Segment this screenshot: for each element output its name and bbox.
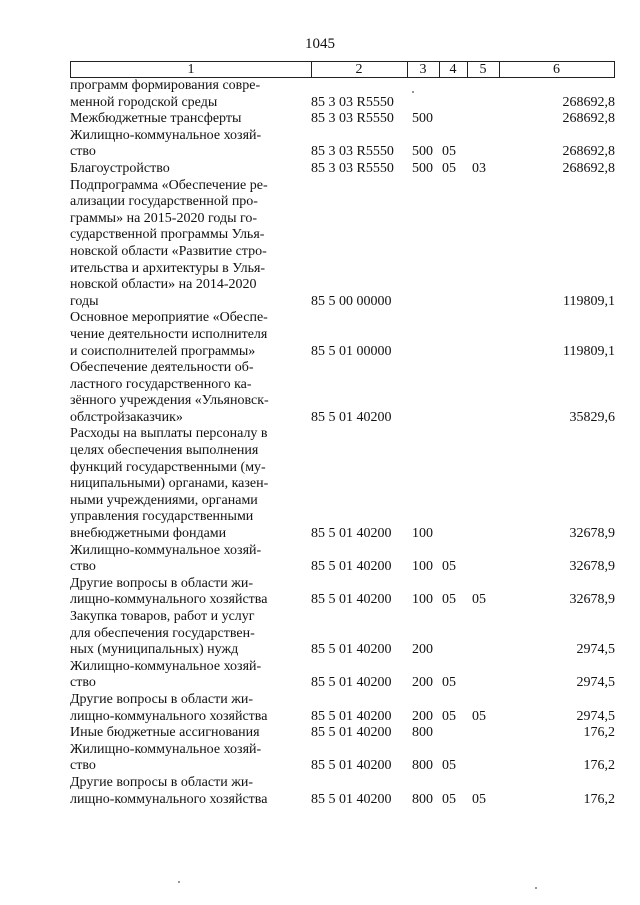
description-line: Благоустройство (70, 160, 170, 176)
description-line: зённого учреждения «Ульяновск- (70, 393, 269, 409)
table-row (70, 128, 615, 161)
description-line: Обеспечение деятельности об- (70, 360, 254, 376)
scan-speck (178, 881, 180, 883)
description-line: функций государственными (му- (70, 459, 266, 475)
description-line: Другие вопросы в области жи- (70, 774, 254, 790)
row-section: 05 (442, 144, 456, 160)
row-expense-type: 100 (412, 592, 433, 608)
row-amount: 2974,5 (576, 675, 615, 691)
row-amount: 32678,9 (569, 559, 615, 575)
row-subsection: 05 (472, 791, 486, 807)
row-expense-type: 800 (412, 725, 433, 741)
row-expense-type: 500 (412, 111, 433, 127)
header-col-6: 6 (553, 62, 560, 77)
row-expense-type: 200 (412, 708, 433, 724)
description-line: Жилищно-коммунальное хозяй- (70, 127, 262, 143)
row-description (70, 659, 294, 692)
row-amount: 119809,1 (563, 293, 615, 309)
description-line: Жилищно-коммунальное хозяй- (70, 658, 262, 674)
description-line: Межбюджетные трансферты (70, 111, 242, 127)
row-section: 05 (442, 160, 456, 176)
row-code: 85 3 03 R5550 (311, 94, 394, 110)
description-line: ительства и архитектуры в Улья- (70, 260, 266, 276)
table-row (70, 178, 615, 311)
row-code: 85 5 01 40200 (311, 708, 392, 724)
row-code: 85 5 01 40200 (311, 409, 392, 425)
description-line: управления государственными (70, 509, 254, 525)
row-description (70, 426, 294, 542)
row-description (70, 742, 294, 775)
description-line: новской области «Развитие стро- (70, 243, 267, 259)
description-line: целях обеспечения выполнения (70, 443, 259, 459)
description-line: ными учреждениями, органами (70, 492, 258, 508)
row-section: 05 (442, 791, 456, 807)
table-row (70, 692, 615, 725)
row-code: 85 5 01 40200 (311, 758, 392, 774)
row-section: 05 (442, 675, 456, 691)
description-line: граммы» на 2015-2020 годы го- (70, 210, 258, 226)
row-description (70, 775, 294, 808)
description-line: Закупка товаров, работ и услуг (70, 609, 255, 624)
row-expense-type: 100 (412, 526, 433, 542)
description-line: ластного государственного ка- (70, 376, 252, 392)
row-expense-type: 800 (412, 791, 433, 807)
table-row (70, 310, 615, 360)
row-amount: 32678,9 (569, 592, 615, 608)
row-amount: 32678,9 (569, 526, 615, 542)
budget-table (70, 78, 615, 808)
description-line: ство (70, 144, 96, 160)
description-line: годы (70, 293, 99, 309)
description-line: Другие вопросы в области жи- (70, 691, 254, 707)
row-amount: 268692,8 (562, 94, 615, 110)
description-line: Подпрограмма «Обеспечение ре- (70, 177, 268, 193)
row-amount: 268692,8 (562, 144, 615, 160)
table-row (70, 543, 615, 576)
page-number: 1045 (305, 36, 335, 52)
row-code: 85 3 03 R5550 (311, 144, 394, 160)
scan-speck (535, 887, 537, 889)
description-line: ных (муниципальных) нужд (70, 642, 239, 658)
row-description (70, 128, 294, 161)
description-line: и соисполнителей программы» (70, 343, 256, 359)
row-amount: 119809,1 (563, 343, 615, 359)
description-line: ство (70, 675, 96, 691)
row-expense-type: 100 (412, 559, 433, 575)
row-expense-type: 500 (412, 160, 433, 176)
header-col-4: 4 (449, 62, 457, 77)
row-code: 85 3 03 R5550 (311, 160, 394, 176)
row-amount: 176,2 (583, 758, 615, 774)
row-code: 85 5 01 40200 (311, 642, 392, 658)
row-section: 05 (442, 758, 456, 774)
table-row (70, 78, 615, 111)
row-code: 85 5 01 00000 (311, 343, 392, 359)
row-description (70, 609, 294, 659)
table-row (70, 576, 615, 609)
row-subsection: 05 (472, 592, 486, 608)
table-row (70, 725, 615, 742)
row-expense-type: 200 (412, 642, 433, 658)
row-description (70, 78, 294, 111)
description-line: внебюджетными фондами (70, 526, 227, 542)
row-description (70, 576, 294, 609)
row-description (70, 178, 294, 311)
row-code: 85 5 01 40200 (311, 592, 392, 608)
row-subsection: 03 (472, 160, 486, 176)
row-code: 85 3 03 R5550 (311, 111, 394, 127)
row-code: 85 5 00 00000 (311, 293, 392, 309)
description-line: Основное мероприятие «Обеспе- (70, 310, 268, 326)
row-code: 85 5 01 40200 (311, 675, 392, 691)
table-row (70, 111, 615, 128)
description-line: ство (70, 559, 96, 575)
table-row (70, 360, 615, 426)
row-code: 85 5 01 40200 (311, 791, 392, 807)
description-line: менной городской среды (70, 94, 218, 110)
row-description (70, 310, 294, 360)
description-line: для обеспечения государствен- (70, 625, 255, 641)
description-line: Расходы на выплаты персоналу в (70, 426, 268, 442)
description-line: сударственной программы Улья- (70, 227, 265, 243)
row-code: 85 5 01 40200 (311, 559, 392, 575)
description-line: Жилищно-коммунальное хозяй- (70, 542, 262, 558)
description-line: лищно-коммунального хозяйства (70, 708, 268, 724)
description-line: облстройзаказчик» (70, 409, 183, 425)
table-row (70, 426, 615, 542)
table-row (70, 742, 615, 775)
description-line: программ формирования совре- (70, 78, 261, 93)
header-col-2: 2 (355, 62, 363, 77)
row-amount: 35829,6 (569, 409, 615, 425)
row-description (70, 725, 294, 742)
table-row (70, 609, 615, 659)
row-code: 85 5 01 40200 (311, 526, 392, 542)
description-line: Другие вопросы в области жи- (70, 575, 254, 591)
row-section: 05 (442, 708, 456, 724)
table-row (70, 659, 615, 692)
row-expense-type: 800 (412, 758, 433, 774)
table-row (70, 775, 615, 808)
row-subsection: 05 (472, 708, 486, 724)
description-line: лищно-коммунального хозяйства (70, 791, 268, 807)
row-amount: 2974,5 (576, 708, 615, 724)
table-header (70, 61, 615, 78)
row-description (70, 543, 294, 576)
table-row (70, 161, 615, 178)
row-description (70, 360, 294, 426)
header-col-3: 3 (419, 62, 427, 77)
row-description (70, 161, 294, 178)
row-amount: 2974,5 (576, 642, 615, 658)
description-line: Иные бюджетные ассигнования (70, 725, 260, 741)
row-description (70, 111, 294, 128)
row-amount: 176,2 (583, 791, 615, 807)
row-expense-type: 500 (412, 144, 433, 160)
description-line: лищно-коммунального хозяйства (70, 592, 268, 608)
description-line: новской области» на 2014-2020 (70, 277, 257, 293)
description-line: Жилищно-коммунальное хозяй- (70, 741, 262, 757)
row-expense-type: 200 (412, 675, 433, 691)
scan-speck (412, 91, 414, 93)
description-line: ство (70, 758, 96, 774)
description-line: ализации государственной про- (70, 194, 258, 210)
row-section: 05 (442, 592, 456, 608)
row-amount: 268692,8 (562, 160, 615, 176)
header-col-5: 5 (479, 62, 487, 77)
description-line: ниципальными) органами, казен- (70, 476, 269, 492)
row-amount: 176,2 (583, 725, 615, 741)
row-section: 05 (442, 559, 456, 575)
description-line: чение деятельности исполнителя (70, 326, 268, 342)
header-col-1: 1 (187, 62, 195, 77)
row-amount: 268692,8 (562, 111, 615, 127)
row-description (70, 692, 294, 725)
row-code: 85 5 01 40200 (311, 725, 392, 741)
